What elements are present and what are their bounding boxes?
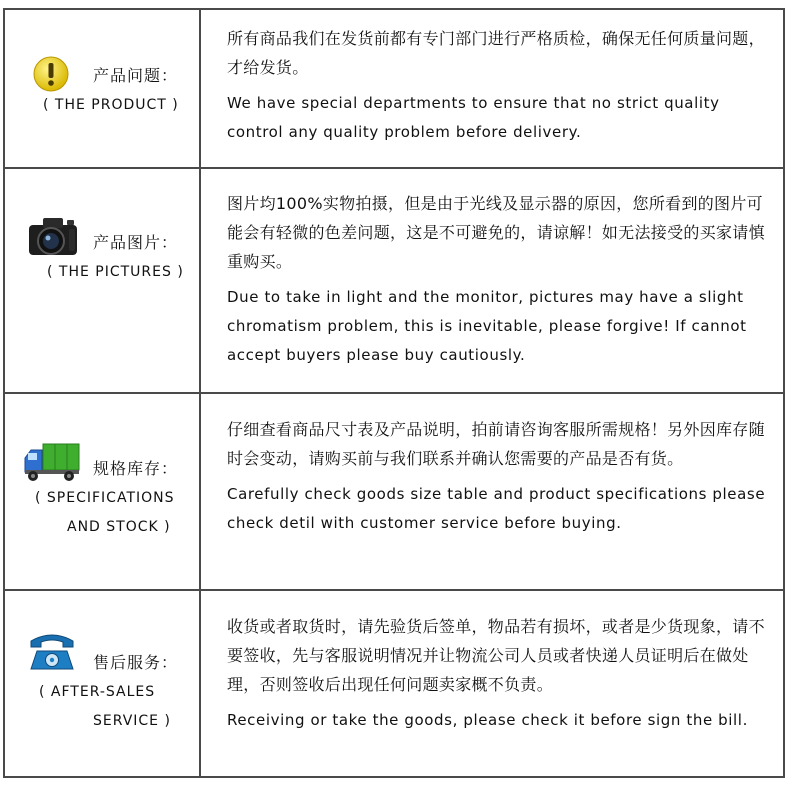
text-pictures-en: Due to take in light and the monitor, pictures may have a slight chromatism problem, this is inevitable, please forgive! If cannot accept buyers please buy cautiously. [227,288,747,364]
label-after-sales-en-line2: SERVICE ) [93,713,171,729]
truck-icon [23,442,81,482]
label-cell-specifications [5,394,199,589]
label-product-cn: 产品问题： [93,66,179,85]
label-cell-product [5,10,199,167]
label-specifications-en-line1: ( SPECIFICATIONS [35,490,175,506]
row-specifications [5,394,783,591]
text-specifications-en: Carefully check goods size table and product specifications please check detil with customer service before buying. [227,485,766,532]
telephone-icon [27,629,77,671]
text-product-cn: 所有商品我们在发货前都有专门部门进行严格质检，确保无任何质量问题，才给发货。 [227,29,765,77]
content-cell-product [227,24,773,147]
text-product-en: We have special departments to ensure that no strict quality control any quality problem before delivery. [227,94,720,141]
text-after-sales-cn: 收货或者取货时，请先验货后签单，物品若有损坏，或者是少货现象，请不要签收，先与客服说明情况并让物流公司人员或者快递人员证明后在做处理，否则签收后出现任何问题卖家概不负责。 [227,617,765,694]
content-cell-after-sales [227,612,773,735]
text-specifications-cn: 仔细查看商品尺寸表及产品说明，拍前请咨询客服所需规格！另外因库存随时会变动，请购买前与我们联系并确认您需要的产品是否有货。 [227,420,765,468]
text-after-sales-en: Receiving or take the goods, please check it before sign the bill. [227,711,748,729]
policy-table [3,8,785,778]
content-cell-specifications [227,415,773,538]
text-pictures-cn: 图片均100%实物拍摄，但是由于光线及显示器的原因，您所看到的图片可能会有轻微的色差问题，这是不可避免的，请谅解！如无法接受的买家请慎重购买。 [227,194,765,271]
label-specifications-en-line2: AND STOCK ) [67,519,171,535]
label-cell-after-sales [5,591,199,778]
camera-icon [27,215,79,259]
label-product-en: ( THE PRODUCT ) [43,97,179,113]
label-pictures-en: ( THE PICTURES ) [47,264,184,280]
label-pictures-cn: 产品图片： [93,233,179,252]
label-cell-pictures [5,169,199,392]
label-after-sales-cn: 售后服务： [93,653,179,672]
row-product [5,10,783,169]
row-after-sales [5,591,783,778]
label-after-sales-en-line1: ( AFTER-SALES [39,684,156,700]
content-cell-pictures [227,189,773,370]
row-pictures [5,169,783,394]
exclamation-icon [33,56,69,92]
label-specifications-cn: 规格库存： [93,459,179,478]
